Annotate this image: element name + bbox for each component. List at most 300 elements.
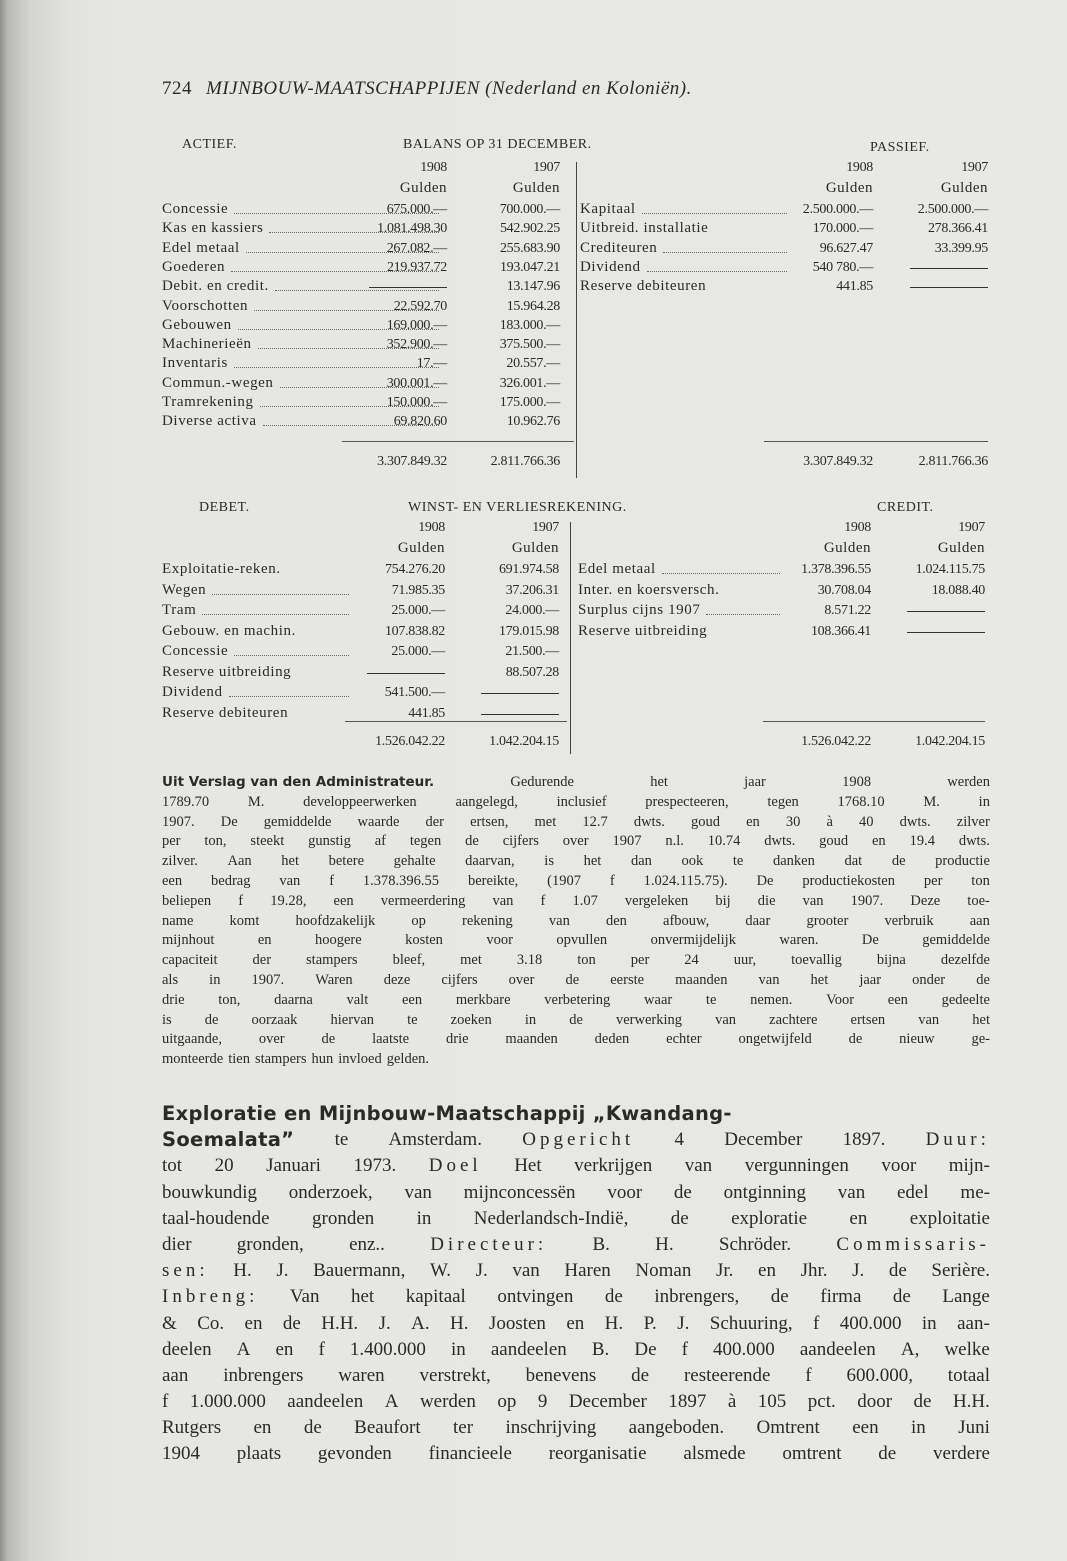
word: over <box>562 833 589 850</box>
table-row <box>0 663 1067 682</box>
word: een <box>401 991 423 1008</box>
unit-header: Gulden <box>397 540 445 556</box>
word: pct. <box>807 1391 836 1413</box>
word: opvullen <box>556 932 608 949</box>
word: verkrijgen <box>574 1155 653 1177</box>
row-label <box>580 239 790 258</box>
word: een <box>887 991 908 1008</box>
amount-y1908: 169.000.— <box>386 317 447 333</box>
word: onder <box>912 971 946 988</box>
word: over <box>258 1031 285 1048</box>
label-text: Crediteuren <box>580 239 658 256</box>
word: Lange <box>942 1286 990 1308</box>
year-header: 1908 <box>844 520 871 535</box>
text-line <box>162 1101 990 1127</box>
running-head <box>162 78 692 100</box>
word: developpeerwerken <box>303 793 417 810</box>
empty-amount-rule <box>910 287 988 288</box>
word: 1973. <box>353 1155 397 1177</box>
unit-header: Gulden <box>399 180 447 196</box>
word: te <box>334 1129 349 1151</box>
text-line <box>162 1389 990 1415</box>
word: steekt <box>250 833 285 850</box>
word: door <box>857 1391 893 1413</box>
label-text: Concessie <box>162 201 229 217</box>
word: echter <box>666 1031 702 1048</box>
total-y1908: 3.307.849.32 <box>803 454 873 469</box>
amount-y1908: 219.937.72 <box>386 259 447 275</box>
row-label <box>580 258 790 277</box>
text-line <box>162 1284 990 1310</box>
word: uur, <box>733 952 757 969</box>
dot-leader <box>229 683 349 697</box>
row-label <box>578 601 783 620</box>
text-line <box>162 773 990 793</box>
label-text: Uitbreid. installatie <box>580 220 709 237</box>
actief-heading: ACTIEF. <box>182 137 237 152</box>
table-row <box>0 704 1067 723</box>
word: nemen. <box>750 991 793 1008</box>
amount-y1907: 193.047.21 <box>499 259 560 275</box>
text-line <box>162 1050 990 1070</box>
word: f <box>329 872 335 889</box>
word: 1.024.115.75). <box>643 872 728 889</box>
word: rekening <box>462 912 513 929</box>
word: J. <box>378 1312 391 1334</box>
word: M. <box>923 793 940 810</box>
total-y1907: 2.811.766.36 <box>490 454 560 469</box>
word: af <box>374 833 386 850</box>
word: de <box>892 1286 911 1308</box>
word: dwts. <box>899 813 931 830</box>
word: Juni <box>958 1417 990 1439</box>
total-rule <box>345 721 567 722</box>
word: Jr. <box>715 1260 734 1282</box>
balance-title: BALANS OP 31 DECEMBER. <box>403 137 592 152</box>
word: die <box>757 892 776 909</box>
amount-y1907: 1.024.115.75 <box>915 562 985 577</box>
word: aangelegd, <box>455 793 518 810</box>
empty-amount-rule <box>367 673 445 674</box>
word: benevens <box>525 1364 597 1386</box>
amount-y1908: 170.000.— <box>812 221 873 237</box>
word: 1768.10 <box>837 793 885 810</box>
word: het <box>350 1286 375 1308</box>
word: Beaufort <box>354 1417 421 1439</box>
word: ton, <box>218 991 241 1008</box>
word: der <box>425 813 445 830</box>
word: Bauermann, <box>313 1260 406 1282</box>
word: 9 <box>537 1391 548 1413</box>
word: hoofdzakelijk <box>295 912 376 929</box>
word: gunstig <box>308 833 351 850</box>
text-line <box>162 1030 990 1050</box>
word: verdere <box>933 1443 990 1465</box>
word: te <box>705 991 717 1008</box>
spaced-term: Commissaris- <box>836 1233 990 1255</box>
total-y1907: 1.042.204.15 <box>489 734 559 749</box>
amount-y1907: 33.399.95 <box>934 240 988 256</box>
word: beliepen <box>162 892 212 909</box>
year-header: 1908 <box>418 520 445 535</box>
word: ook <box>681 853 704 870</box>
word: in <box>911 1417 926 1439</box>
word: 1907. <box>850 892 884 909</box>
label-text: Commun.-wegen <box>162 374 274 391</box>
word: 24 <box>684 952 699 969</box>
empty-amount-rule <box>481 714 559 715</box>
word: mijnhout <box>162 932 215 949</box>
row-label <box>578 560 783 579</box>
text-line <box>162 1258 990 1284</box>
word: en <box>566 1312 585 1334</box>
word: drie <box>446 1031 469 1048</box>
label-text: Reserve uitbreiding <box>578 622 708 639</box>
word: aan <box>162 1364 189 1386</box>
word: f <box>805 1364 812 1386</box>
row-label <box>162 642 352 661</box>
label-text: Kapitaal <box>580 201 636 217</box>
word: 4 <box>674 1129 684 1151</box>
word: taal-houdende <box>162 1207 270 1229</box>
word: à <box>826 813 833 830</box>
word: onvermijdelijk <box>650 932 736 949</box>
year-header: 1908 <box>420 160 447 175</box>
total-rule <box>764 441 988 442</box>
word: deden <box>594 1031 630 1048</box>
word: gedeelte <box>941 991 990 1008</box>
year-header: 1907 <box>533 160 560 175</box>
word: totaal <box>947 1364 990 1386</box>
label-text: Inter. en koersversch. <box>578 581 720 598</box>
word: 400.000 <box>713 1338 775 1360</box>
word: gemiddelde <box>922 932 990 949</box>
word: H. <box>450 1312 469 1334</box>
total-y1908: 3.307.849.32 <box>377 454 447 469</box>
year-header: 1907 <box>961 160 988 175</box>
word: het <box>583 853 602 870</box>
word: eerste <box>610 971 645 988</box>
word: stampers <box>306 952 358 969</box>
amount-y1907: 255.683.90 <box>499 240 560 256</box>
word: maanden <box>675 971 728 988</box>
word: en <box>872 833 886 850</box>
label-text: Dividend <box>580 258 641 275</box>
word: f <box>238 892 244 909</box>
unit-header: Gulden <box>512 180 560 196</box>
word: per <box>162 833 181 850</box>
word: 1907 <box>612 833 642 850</box>
label-text: Dividend <box>162 684 223 700</box>
word: in <box>524 1011 537 1028</box>
text-line <box>162 931 990 951</box>
word: der <box>252 952 272 969</box>
row-label <box>578 581 783 600</box>
text-line <box>162 1363 990 1389</box>
word: aan <box>969 912 990 929</box>
word: gehalte <box>393 853 436 870</box>
word: exploitatie <box>909 1207 990 1229</box>
word: gronden <box>312 1207 375 1229</box>
word: dan <box>630 853 652 870</box>
word: bedrag <box>211 872 251 889</box>
total-y1907: 2.811.766.36 <box>918 454 988 469</box>
word: de <box>976 971 990 988</box>
amount-y1907: 179.015.98 <box>498 623 559 639</box>
word: dwts. <box>958 833 990 850</box>
spaced-term: Directeur: <box>430 1233 548 1255</box>
text-line <box>162 852 990 872</box>
text-line <box>162 971 990 991</box>
word: maanden <box>505 1031 558 1048</box>
page-number: 724 <box>162 78 192 99</box>
label-text: Gebouw. en machin. <box>162 622 296 639</box>
word: voor <box>486 932 513 949</box>
word: de <box>282 1312 301 1334</box>
word: in <box>450 1338 466 1360</box>
passief-heading: PASSIEF. <box>870 140 930 155</box>
word: J. <box>475 1260 488 1282</box>
row-label <box>580 219 790 238</box>
year-header: 1908 <box>846 160 873 175</box>
amount-y1907: 175.000.— <box>499 395 560 410</box>
label-text: Gebouwen <box>162 316 232 333</box>
credit-heading: CREDIT. <box>877 500 934 515</box>
table-row <box>0 622 1067 641</box>
word: aandeelen <box>490 1338 567 1360</box>
amount-y1908: 96.627.47 <box>819 240 873 256</box>
label-text: Wegen <box>162 581 207 598</box>
word: waar <box>644 991 673 1008</box>
word: de <box>888 1260 907 1282</box>
word: f <box>162 1391 169 1413</box>
table-row <box>0 316 1067 335</box>
word: waarde <box>357 813 400 830</box>
word: verbruik <box>884 912 934 929</box>
text-line <box>162 892 990 912</box>
bold-heading: Soemalata” <box>162 1128 295 1152</box>
word: Van <box>289 1286 320 1308</box>
word: De <box>634 1338 657 1360</box>
word: te <box>732 853 744 870</box>
word: het <box>972 1011 990 1028</box>
word: f <box>813 1312 820 1334</box>
text-line <box>162 793 990 813</box>
word: 1907. <box>251 971 285 988</box>
word: gevonden <box>317 1443 392 1465</box>
amount-y1907: 375.500.— <box>499 337 560 353</box>
total-y1907: 1.042.204.15 <box>915 734 985 749</box>
word: deelen <box>162 1338 212 1360</box>
word: zoeken <box>450 1011 492 1028</box>
word: de <box>565 971 580 988</box>
word: 400.000 <box>839 1312 902 1334</box>
word: prespecteeren, <box>645 793 729 810</box>
word: firma <box>820 1286 862 1308</box>
word: 1904 <box>162 1443 200 1465</box>
table-row <box>0 393 1067 412</box>
word: daarvan, <box>465 853 515 870</box>
word: betere <box>328 853 365 870</box>
word: 1908 <box>842 774 872 790</box>
dot-leader <box>234 642 349 656</box>
row-label <box>162 704 352 723</box>
word: gemiddelde <box>263 813 332 830</box>
word: danken <box>772 853 815 870</box>
label-text: Machinerieën <box>162 336 252 353</box>
word: bij <box>715 892 731 909</box>
word: B. <box>591 1338 610 1360</box>
word: 10.74 <box>707 833 741 850</box>
word: inschrijving <box>505 1417 597 1439</box>
empty-amount-rule <box>910 268 988 269</box>
word: van <box>492 892 514 909</box>
running-title: MIJNBOUW-MAATSCHAPPIJEN (Nederland en Koloniën). <box>206 78 692 99</box>
word: ertsen <box>850 1011 886 1028</box>
word: deze <box>383 971 411 988</box>
amount-y1908: 25.000.— <box>391 644 445 659</box>
word: 3.18 <box>516 952 543 969</box>
spaced-term: Inbreng: <box>162 1286 259 1308</box>
word: vergunningen <box>744 1155 849 1177</box>
word: op <box>497 1391 517 1413</box>
amount-y1907: 13.147.96 <box>506 279 560 295</box>
word: f <box>540 892 546 909</box>
word: van <box>802 892 824 909</box>
word: 105 <box>757 1391 787 1413</box>
word: bouwkundig <box>162 1181 257 1203</box>
amount-y1908: 2.500.000.— <box>802 202 873 217</box>
word: mijn- <box>948 1155 990 1177</box>
word: dat <box>844 853 863 870</box>
word: toevallig <box>791 952 842 969</box>
word: inbrengers, <box>654 1286 740 1308</box>
spaced-term: Duur: <box>925 1129 990 1151</box>
amount-y1908: 352.900.— <box>386 337 447 353</box>
word: goud <box>819 833 849 850</box>
row-label <box>580 200 790 219</box>
word: merkbare <box>455 991 511 1008</box>
word: van <box>512 1260 540 1282</box>
word: bereikte, <box>467 872 519 889</box>
word: den <box>605 912 627 929</box>
company-entry <box>162 1101 990 1468</box>
table-row <box>0 200 1067 219</box>
word: van <box>758 971 780 988</box>
unit-header: Gulden <box>823 540 871 556</box>
word: De <box>220 813 238 830</box>
administrator-report <box>162 773 990 1070</box>
unit-header: Gulden <box>825 180 873 196</box>
word: de <box>878 1443 897 1465</box>
word: en <box>758 1260 776 1282</box>
label-text: Tram <box>162 602 197 618</box>
word: waren <box>338 1364 385 1386</box>
text-line <box>162 1206 990 1232</box>
amount-y1907: 278.366.41 <box>927 221 988 237</box>
table-row <box>0 412 1067 431</box>
word: aan- <box>957 1312 990 1334</box>
label-text: Voorschotten <box>162 297 249 314</box>
bold-heading: Exploratie en Mijnbouw-Maatschappij „Kwandang- <box>162 1102 732 1125</box>
word: een <box>333 892 354 909</box>
word: van <box>548 912 570 929</box>
amount-y1908: 441.85 <box>836 279 873 295</box>
word: f <box>681 1338 688 1360</box>
word: omtrent <box>782 1443 842 1465</box>
word: 1.07 <box>572 892 598 909</box>
word: goud <box>690 813 720 830</box>
word: dwts. <box>633 813 665 830</box>
label-text: Surplus cijns 1907 <box>578 602 701 618</box>
word: met <box>534 813 557 830</box>
word: de <box>891 853 906 870</box>
amount-y1908: 1.081.498.30 <box>377 221 447 237</box>
text-line <box>162 951 990 971</box>
word: tien <box>228 1051 250 1068</box>
word: productie <box>935 853 990 870</box>
amount-y1908: 22.592.70 <box>393 298 447 314</box>
word: J. <box>677 1312 690 1334</box>
word: cijfers <box>502 833 539 850</box>
word: drie <box>162 991 185 1008</box>
word: verwerking <box>615 1011 683 1028</box>
text-line <box>162 1153 990 1179</box>
total-y1908: 1.526.042.22 <box>375 734 445 749</box>
word: à <box>727 1391 737 1413</box>
word: 30 <box>785 813 801 830</box>
table-row <box>0 258 1067 277</box>
amount-y1908: 540 780.— <box>812 259 873 275</box>
word: resteerende <box>683 1364 771 1386</box>
word: de <box>673 1181 692 1203</box>
amount-y1908: 8.571.22 <box>824 603 871 618</box>
table-row <box>0 601 1067 620</box>
amount-y1908: 108.366.41 <box>810 623 871 639</box>
amount-y1907: 183.000.— <box>499 317 560 333</box>
word: f <box>318 1338 325 1360</box>
amount-y1908: 30.708.04 <box>817 582 871 598</box>
word: en <box>253 1417 272 1439</box>
word: de <box>204 1011 219 1028</box>
word: tot <box>162 1155 183 1177</box>
word: kosten <box>405 932 443 949</box>
word: tegen <box>767 793 799 810</box>
empty-amount-rule <box>907 611 985 612</box>
word: ontvingen <box>497 1286 574 1308</box>
amount-y1908: 25.000.— <box>391 603 445 618</box>
word: H.H. <box>952 1391 990 1413</box>
word: de <box>913 1391 932 1413</box>
word: f <box>609 872 615 889</box>
amount-y1907: 20.557.— <box>506 356 560 372</box>
word: edel <box>896 1181 929 1203</box>
word: 1.400.000 <box>349 1338 426 1360</box>
word: ton <box>577 952 596 969</box>
word: De <box>861 932 879 949</box>
word: als <box>162 971 179 988</box>
amount-y1907: 88.507.28 <box>505 664 559 680</box>
word: mijnconcessën <box>463 1181 576 1203</box>
word: 1897. <box>842 1129 886 1151</box>
table-row <box>0 560 1067 579</box>
word: van <box>715 1011 737 1028</box>
word: bijna <box>876 952 906 969</box>
word: het <box>281 853 299 870</box>
word: 40 <box>859 813 874 830</box>
text-line <box>162 991 990 1011</box>
word: Joosten <box>488 1312 546 1334</box>
